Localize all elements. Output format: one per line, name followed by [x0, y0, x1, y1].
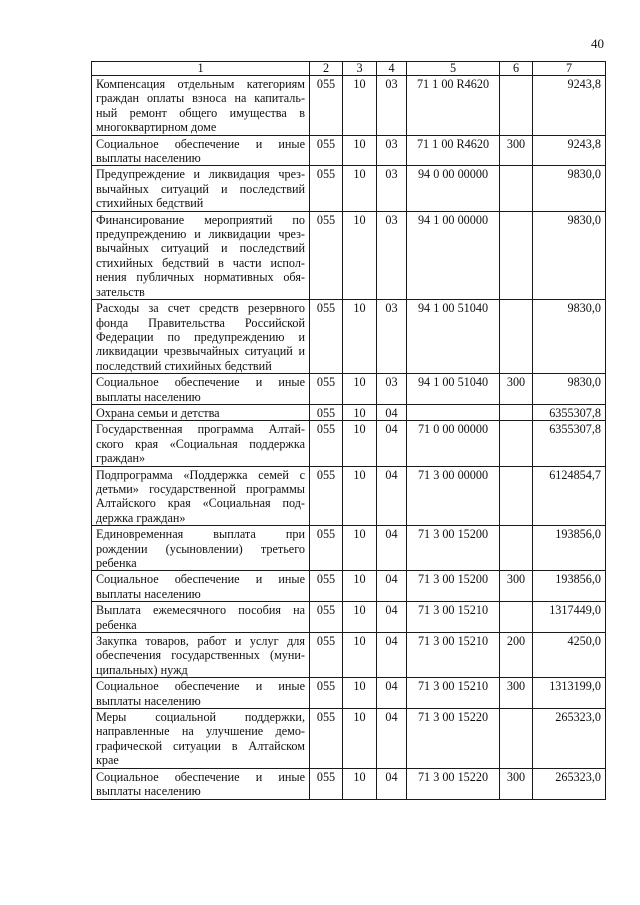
table-row — [92, 709, 606, 769]
budget-table — [91, 61, 606, 800]
row-section: 10 — [343, 211, 377, 299]
row-expense-type — [500, 709, 533, 769]
row-expense-type — [500, 421, 533, 466]
row-subsection: 04 — [377, 678, 407, 709]
row-expense-type — [500, 166, 533, 211]
row-ministry-code: 055 — [310, 166, 343, 211]
table-body — [92, 76, 606, 800]
row-name: Закупка товаров, работ и услуг для обеспечения государственных (муни-ципальных) нужд — [92, 633, 310, 678]
table-row — [92, 300, 606, 374]
row-name: Финансирование мероприятий по предупреждению и ликвидации чрез-вычайных ситуаций и последствий стихийных бедствий в части испол-нения публичных нормативных обя-зательств — [92, 211, 310, 299]
row-ministry-code: 055 — [310, 633, 343, 678]
row-section: 10 — [343, 709, 377, 769]
row-name: Социальное обеспечение и иные выплаты населению — [92, 571, 310, 602]
row-ministry-code: 055 — [310, 211, 343, 299]
row-name: Подпрограмма «Поддержка семей с детьми» государственной программы Алтайского края «Социальная под-держка граждан» — [92, 466, 310, 526]
row-target-article: 71 1 00 R4620 — [407, 135, 500, 166]
row-amount: 265323,0 — [533, 709, 606, 769]
row-target-article: 71 3 00 15210 — [407, 633, 500, 678]
header-col-6: 6 — [500, 62, 533, 76]
row-section: 10 — [343, 135, 377, 166]
row-section: 10 — [343, 300, 377, 374]
header-col-5: 5 — [407, 62, 500, 76]
row-expense-type — [500, 602, 533, 633]
row-ministry-code: 055 — [310, 678, 343, 709]
row-expense-type: 300 — [500, 374, 533, 405]
row-expense-type — [500, 211, 533, 299]
row-target-article: 71 3 00 15200 — [407, 526, 500, 571]
row-name: Предупреждение и ликвидация чрез-вычайных ситуаций и последствий стихийных бедствий — [92, 166, 310, 211]
row-target-article: 94 1 00 51040 — [407, 374, 500, 405]
row-subsection: 04 — [377, 404, 407, 420]
row-amount: 1313199,0 — [533, 678, 606, 709]
table-row — [92, 135, 606, 166]
row-subsection: 04 — [377, 768, 407, 799]
row-name: Расходы за счет средств резервного фонда Правительства Российской Федерации по предупреждению и ликвидации чрезвычайных ситуаций и последствий стихийных бедствий — [92, 300, 310, 374]
row-target-article: 94 0 00 00000 — [407, 166, 500, 211]
row-amount: 6355307,8 — [533, 421, 606, 466]
row-subsection: 04 — [377, 709, 407, 769]
row-section: 10 — [343, 76, 377, 136]
header-col-7: 7 — [533, 62, 606, 76]
row-name: Выплата ежемесячного пособия на ребенка — [92, 602, 310, 633]
row-expense-type — [500, 76, 533, 136]
row-amount: 9830,0 — [533, 374, 606, 405]
row-amount: 193856,0 — [533, 571, 606, 602]
row-subsection: 03 — [377, 135, 407, 166]
row-expense-type: 200 — [500, 633, 533, 678]
row-target-article: 94 1 00 51040 — [407, 300, 500, 374]
table-row — [92, 602, 606, 633]
row-amount: 4250,0 — [533, 633, 606, 678]
row-expense-type — [500, 300, 533, 374]
row-expense-type: 300 — [500, 678, 533, 709]
row-section: 10 — [343, 571, 377, 602]
row-name: Компенсация отдельным категориям граждан оплаты взноса на капиталь-ный ремонт общего имущества в многоквартирном доме — [92, 76, 310, 136]
row-name: Государственная программа Алтай-ского края «Социальная поддержка граждан» — [92, 421, 310, 466]
row-ministry-code: 055 — [310, 300, 343, 374]
row-ministry-code: 055 — [310, 404, 343, 420]
row-ministry-code: 055 — [310, 571, 343, 602]
row-name: Социальное обеспечение и иные выплаты населению — [92, 135, 310, 166]
row-amount: 193856,0 — [533, 526, 606, 571]
row-expense-type: 300 — [500, 571, 533, 602]
table-row — [92, 678, 606, 709]
row-subsection: 04 — [377, 633, 407, 678]
row-amount: 6355307,8 — [533, 404, 606, 420]
table-row — [92, 526, 606, 571]
row-ministry-code: 055 — [310, 374, 343, 405]
row-name: Социальное обеспечение и иные выплаты населению — [92, 374, 310, 405]
header-col-1: 1 — [92, 62, 310, 76]
row-section: 10 — [343, 768, 377, 799]
row-amount: 6124854,7 — [533, 466, 606, 526]
header-col-2: 2 — [310, 62, 343, 76]
row-expense-type — [500, 466, 533, 526]
header-col-3: 3 — [343, 62, 377, 76]
table-row — [92, 466, 606, 526]
row-target-article: 71 3 00 15220 — [407, 768, 500, 799]
table-row — [92, 166, 606, 211]
table-row — [92, 633, 606, 678]
row-ministry-code: 055 — [310, 602, 343, 633]
page-number: 40 — [591, 36, 604, 51]
row-ministry-code: 055 — [310, 76, 343, 136]
row-amount: 9830,0 — [533, 211, 606, 299]
row-name: Единовременная выплата при рождении (усыновлении) третьего ребенка — [92, 526, 310, 571]
header-col-4: 4 — [377, 62, 407, 76]
row-subsection: 04 — [377, 602, 407, 633]
row-section: 10 — [343, 526, 377, 571]
row-ministry-code: 055 — [310, 709, 343, 769]
row-target-article: 71 0 00 00000 — [407, 421, 500, 466]
table-row — [92, 421, 606, 466]
row-ministry-code: 055 — [310, 526, 343, 571]
row-amount: 9830,0 — [533, 300, 606, 374]
row-subsection: 04 — [377, 421, 407, 466]
row-amount: 9243,8 — [533, 76, 606, 136]
row-expense-type: 300 — [500, 135, 533, 166]
row-section: 10 — [343, 633, 377, 678]
row-ministry-code: 055 — [310, 135, 343, 166]
row-section: 10 — [343, 166, 377, 211]
row-subsection: 04 — [377, 571, 407, 602]
table-row — [92, 211, 606, 299]
table-row — [92, 768, 606, 799]
row-amount: 9243,8 — [533, 135, 606, 166]
header-row — [92, 62, 606, 76]
row-subsection: 03 — [377, 374, 407, 405]
row-subsection: 04 — [377, 526, 407, 571]
row-amount: 9830,0 — [533, 166, 606, 211]
table-row — [92, 374, 606, 405]
row-target-article: 71 3 00 15210 — [407, 678, 500, 709]
row-amount: 265323,0 — [533, 768, 606, 799]
table-row — [92, 571, 606, 602]
row-subsection: 03 — [377, 300, 407, 374]
row-ministry-code: 055 — [310, 421, 343, 466]
row-subsection: 03 — [377, 211, 407, 299]
row-name: Социальное обеспечение и иные выплаты населению — [92, 678, 310, 709]
row-target-article: 71 3 00 15210 — [407, 602, 500, 633]
row-subsection: 03 — [377, 166, 407, 211]
row-section: 10 — [343, 602, 377, 633]
row-name: Социальное обеспечение и иные выплаты населению — [92, 768, 310, 799]
row-target-article: 71 1 00 R4620 — [407, 76, 500, 136]
row-section: 10 — [343, 374, 377, 405]
row-expense-type: 300 — [500, 768, 533, 799]
row-section: 10 — [343, 678, 377, 709]
row-section: 10 — [343, 404, 377, 420]
row-target-article: 94 1 00 00000 — [407, 211, 500, 299]
row-section: 10 — [343, 421, 377, 466]
table-row — [92, 76, 606, 136]
row-name: Охрана семьи и детства — [92, 404, 310, 420]
row-subsection: 03 — [377, 76, 407, 136]
row-target-article: 71 3 00 00000 — [407, 466, 500, 526]
row-expense-type — [500, 526, 533, 571]
row-target-article: 71 3 00 15220 — [407, 709, 500, 769]
row-amount: 1317449,0 — [533, 602, 606, 633]
row-ministry-code: 055 — [310, 768, 343, 799]
table-row — [92, 404, 606, 420]
row-target-article: 71 3 00 15200 — [407, 571, 500, 602]
row-section: 10 — [343, 466, 377, 526]
row-name: Меры социальной поддержки, направленные на улучшение демо-графической ситуации в Алтайском крае — [92, 709, 310, 769]
row-expense-type — [500, 404, 533, 420]
row-ministry-code: 055 — [310, 466, 343, 526]
row-target-article — [407, 404, 500, 420]
row-subsection: 04 — [377, 466, 407, 526]
